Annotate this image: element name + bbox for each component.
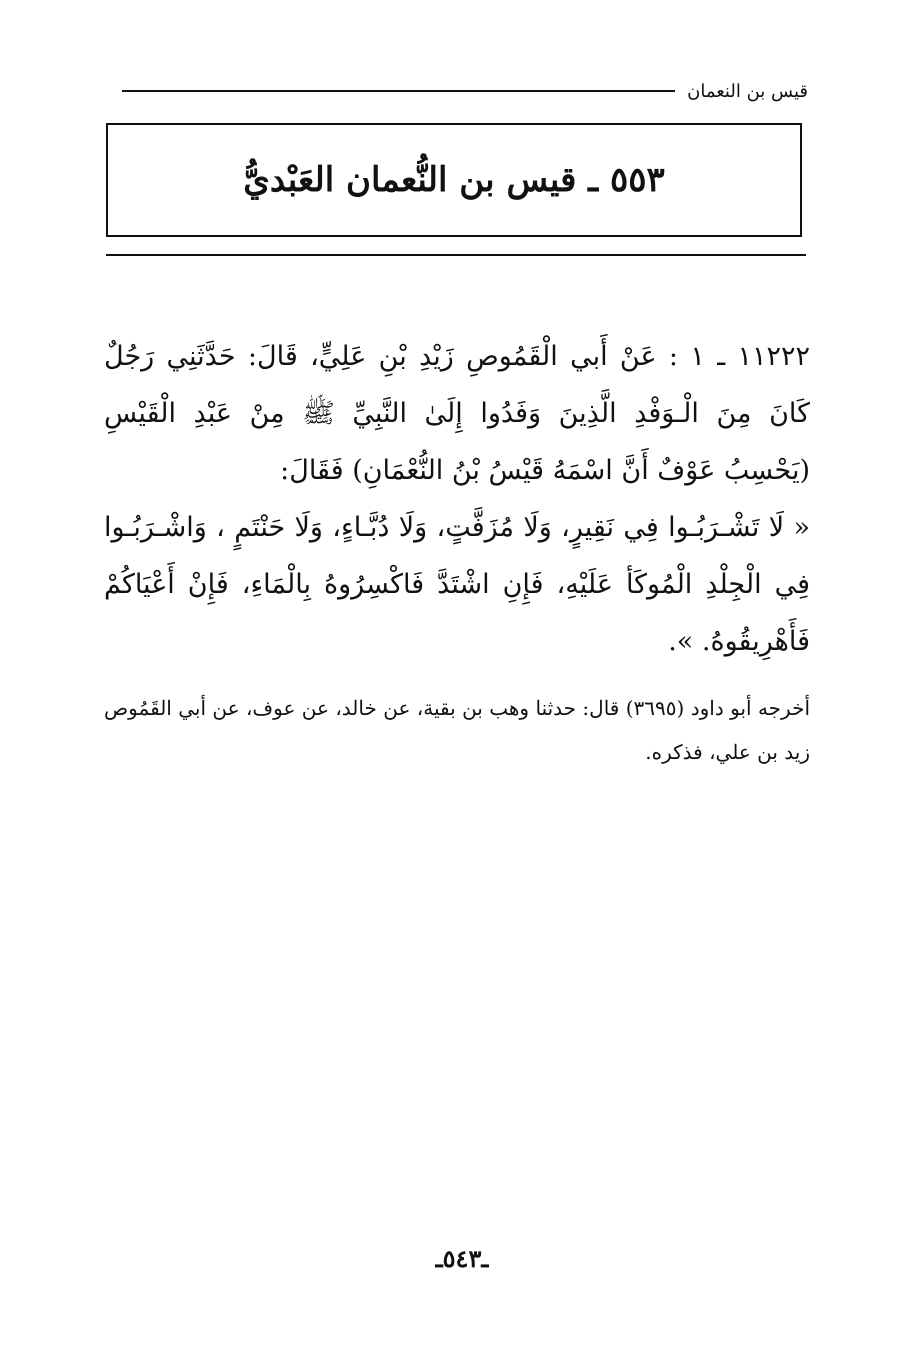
hadith-text — [104, 328, 810, 670]
page-number: ـ٥٤٣ـ — [435, 1244, 489, 1273]
takhrij-note — [104, 686, 810, 774]
takhrij-text: أخرجه أبو داود (٣٦٩٥) قال: حدثنا وهب بن بقية، عن خالد، عن عوف، عن أبي القَمُوص زيد بن علي، فذكره. — [104, 696, 811, 764]
heading-underline-rule — [106, 254, 806, 256]
header-rule — [122, 90, 675, 92]
running-head-title: قيس بن النعمان — [687, 80, 808, 102]
hadith-matn: « لَا تَشْـرَبُـوا فِي نَقِيرٍ، وَلَا مُزَفَّتٍ، وَلَا دُبَّـاءٍ، وَلَا حَنْتَمٍ ، وَاشْـرَبُـوا فِي الْجِلْدِ الْمُوكَأ عَلَيْهِ، فَإِنِ اشْتَدَّ فَاكْسِرُوهُ بِالْمَاءِ، فَإِنْ أَعْيَاكُمْ فَأَهْرِيقُوهُ. ». — [104, 512, 810, 657]
chapter-title: ٥٥٣ ـ قيس بن النُّعمان العَبْديُّ — [243, 160, 665, 200]
running-header — [108, 76, 808, 106]
hadith-isnad: ١١٢٢٢ ـ ١ : عَنْ أَبي الْقَمُوصِ زَيْدِ بْنِ عَلِيٍّ، قَالَ: حَدَّثَنِي رَجُلٌ كَانَ مِنَ الْـوَفْدِ الَّذِينَ وَفَدُوا إِلَىٰ النَّبِيِّ ﷺ مِنْ عَبْدِ الْقَيْسِ (يَحْسِبُ عَوْفٌ أَنَّ اسْمَهُ قَيْسُ بْنُ النُّعْمَانِ) فَقَالَ: — [104, 341, 810, 486]
chapter-heading-box — [106, 123, 802, 237]
